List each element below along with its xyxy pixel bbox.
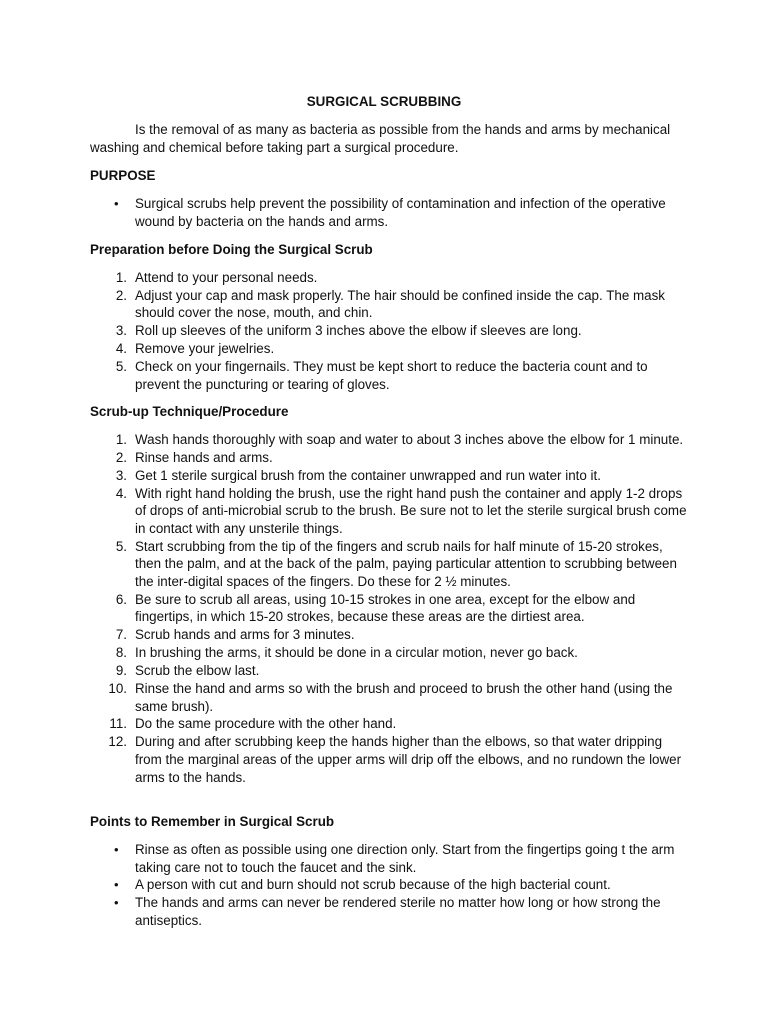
intro-paragraph: Is the removal of as many as bacteria as possible from the hands and arms by mechanical washing and chemical before taking part a surgical procedure. [90, 122, 671, 155]
bullet-icon: • [114, 196, 119, 211]
list-item: 6. Be sure to scrub all areas, using 10-15 strokes in one area, except for the elbow and fingertips, in which 15-20 strokes, because these areas are the dirtiest area. [115, 591, 636, 625]
list-item: 9. Scrub the elbow last. [115, 663, 260, 679]
list-item: 8. In brushing the arms, it should be done in a circular motion, never go back. [115, 645, 578, 661]
list-item: 4. With right hand holding the brush, use the right hand push the container and apply 1-2 drops of drops of anti-microbial scrub to the brush. Be sure not to let the sterile surgical brush come in contact with any unsterile things. [115, 485, 687, 536]
list-item: 3. Roll up sleeves of the uniform 3 inches above the elbow if sleeves are long. [115, 323, 582, 339]
bullet-icon: • [114, 842, 119, 857]
bullet-icon: • [114, 895, 119, 911]
list-item: • The hands and arms can never be rendered sterile no matter how long or how strong the antiseptics. [114, 895, 661, 928]
technique-heading: Scrub-up Technique/Procedure [90, 404, 289, 419]
list-item: 1. Wash hands thoroughly with soap and water to about 3 inches above the elbow for 1 minute. [115, 432, 684, 447]
list-item: 7. Scrub hands and arms for 3 minutes. [115, 627, 355, 643]
preparation-heading: Preparation before Doing the Surgical Scrub [90, 242, 373, 257]
document-title: SURGICAL SCRUBBING [306, 94, 462, 109]
list-item: 12. During and after scrubbing keep the hands higher than the elbows, so that water dripping from the marginal areas of the upper arms will drip off the elbows, and no rundown the lower arms to the hands. [108, 734, 682, 785]
list-item: • Surgical scrubs help prevent the possibility of contamination and infection of the operative wound by bacteria on the hands and arms. [114, 196, 666, 229]
points-list [90, 841, 690, 930]
list-item: • A person with cut and burn should not scrub because of the high bacterial count. [114, 877, 611, 893]
list-item: 2. Adjust your cap and mask properly. The hair should be confined inside the cap. The mask should cover the nose, mouth, and chin. [115, 287, 665, 321]
bullet-icon: • [114, 877, 119, 893]
purpose-list [90, 195, 690, 230]
list-item: • Rinse as often as possible using one direction only. Start from the fingertips going t the arm taking care not to touch the faucet and the sink. [114, 842, 675, 875]
points-heading: Points to Remember in Surgical Scrub [90, 814, 335, 829]
list-item: 5. Start scrubbing from the tip of the fingers and scrub nails for half minute of 15-20 strokes, then the palm, and at the back of the palm, paying particular attention to scrubbing between the inter-digital spaces of the fingers. Do these for 2 ½ minutes. [115, 538, 677, 589]
list-item: 2. Rinse hands and arms. [115, 449, 273, 465]
purpose-heading: PURPOSE [90, 168, 156, 183]
list-item: 4. Remove your jewelries. [115, 341, 275, 357]
list-item: 5. Check on your fingernails. They must be kept short to reduce the bacteria count and to prevent the puncturing or tearing of gloves. [115, 359, 648, 392]
preparation-list [90, 269, 690, 394]
list-item: 3. Get 1 sterile surgical brush from the container unwrapped and run water into it. [115, 467, 601, 483]
list-item: 10. Rinse the hand and arms so with the brush and proceed to brush the other hand (using the same brush). [108, 680, 673, 714]
technique-list [90, 431, 690, 786]
list-item: 11. Do the same procedure with the other hand. [109, 716, 397, 732]
list-item: 1. Attend to your personal needs. [115, 270, 318, 285]
